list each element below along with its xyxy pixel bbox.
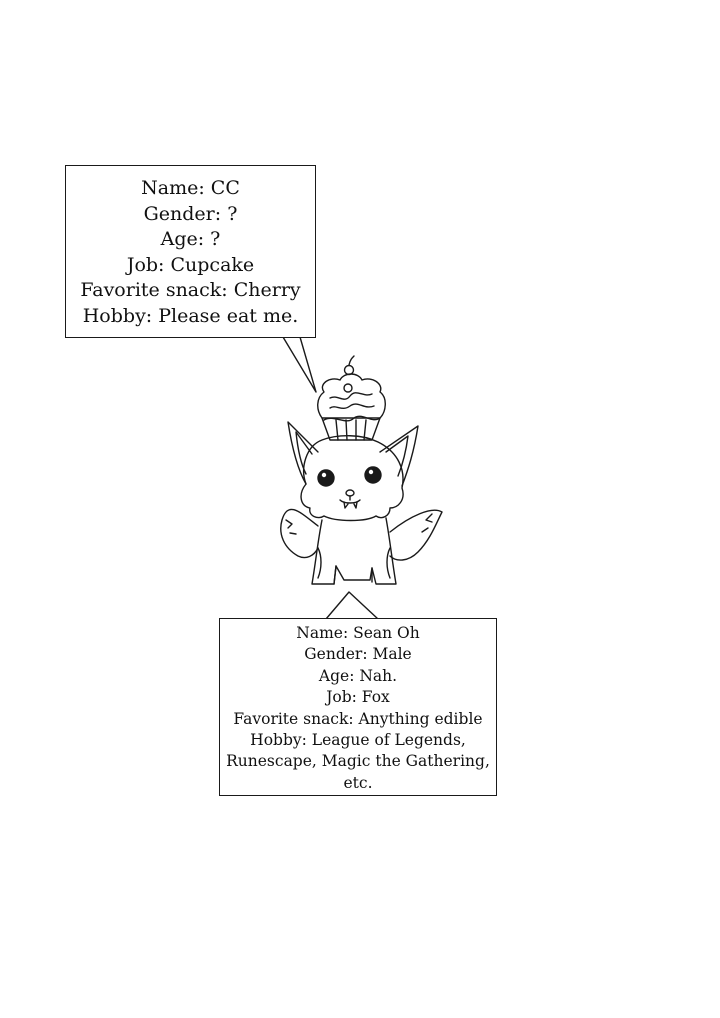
fox-left-eye: [318, 470, 334, 486]
fox-right-ear: [380, 426, 418, 486]
fox-hobby-line-1: Hobby: League of Legends,: [250, 731, 466, 750]
cupcake-hobby: Hobby: Please eat me.: [82, 304, 299, 327]
bottom-bubble-tail: [326, 592, 378, 619]
fox-job: Job: Fox: [326, 688, 390, 707]
fox-gender: Gender: Male: [304, 645, 412, 664]
fox-left-tail: [281, 509, 318, 557]
fox-hobby-line-2: Runescape, Magic the Gathering,: [226, 752, 490, 771]
fox-favorite-snack: Favorite snack: Anything edible: [233, 709, 483, 728]
cupcake-cherry: [345, 366, 354, 375]
fox-info-bubble: [219, 618, 497, 796]
cupcake-frosting: [318, 374, 386, 418]
cupcake-gender: Gender: ?: [143, 202, 238, 225]
fox-head: [301, 436, 403, 521]
fox-hobby-line-3: etc.: [343, 773, 373, 792]
fox-right-tail: [390, 510, 442, 560]
fox-body: [312, 518, 396, 584]
fox-name: Name: Sean Oh: [296, 624, 420, 642]
cupcake-wrapper: [322, 418, 380, 440]
cupcake-favorite-snack: Favorite snack: Cherry: [80, 279, 301, 302]
cupcake-age: Age: ?: [160, 228, 221, 251]
cupcake-name: Name: CC: [141, 177, 240, 199]
cupcake-info-bubble: [65, 165, 316, 338]
fox-age: Age: Nah.: [318, 666, 398, 685]
fox-right-eye: [365, 467, 381, 483]
top-bubble-tail: [283, 337, 316, 392]
fox-left-ear: [288, 422, 318, 484]
cupcake-job: Job: Cupcake: [126, 253, 255, 276]
fox-nose: [346, 490, 354, 496]
